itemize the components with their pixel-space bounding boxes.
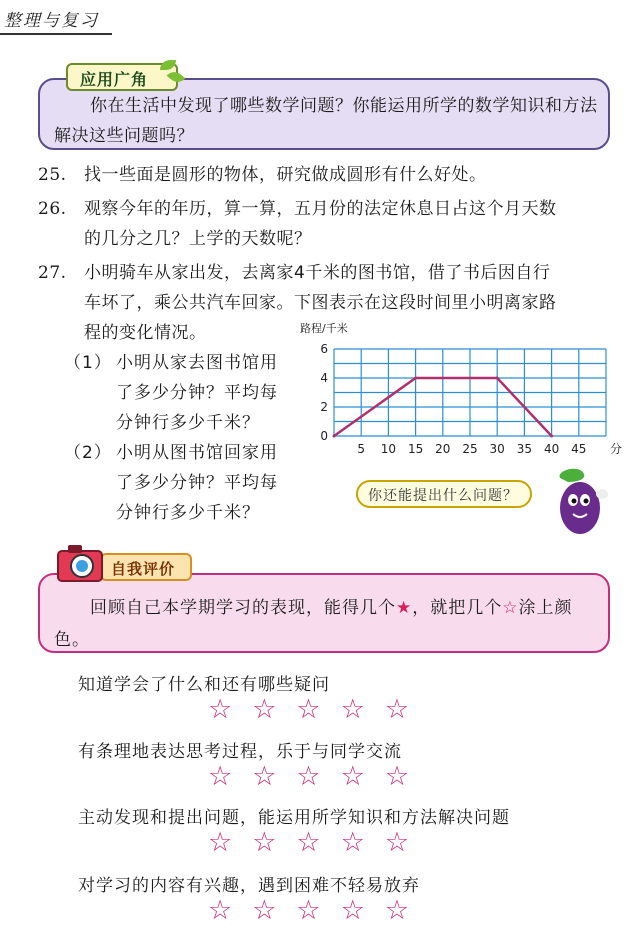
question-text: 观察今年的年历，算一算，五月份的法定休息日占这个月天数: [84, 199, 557, 219]
application-text: 你在生活中发现了哪些数学问题？你能运用所学的数学知识和方法解决这些问题吗？: [54, 96, 598, 146]
x-tick-label: 40: [543, 442, 560, 456]
empty-star-icon: ☆: [502, 598, 519, 618]
x-tick-label: 35: [516, 442, 533, 456]
header-underline: [0, 33, 112, 35]
eval-text-part: ，就把几个: [412, 598, 503, 618]
eval-text-part: 回顾自己本学期学习的表现，能得几个: [90, 598, 396, 618]
y-tick-label: 6: [320, 342, 328, 356]
criterion-text: 对学习的内容有兴趣，遇到困难不轻易放弃: [78, 876, 420, 896]
criterion-text: 主动发现和提出问题，能运用所学知识和方法解决问题: [78, 808, 510, 828]
sub-question-text: 分钟行多少千米？: [116, 413, 260, 433]
question-number: 27.: [38, 263, 67, 283]
sub-question-text: 小明从家去图书馆用: [116, 353, 278, 373]
section-title: 整理与复习: [4, 11, 99, 31]
sub-question-label: （2）: [64, 443, 112, 463]
sub-question-text: 分钟行多少千米？: [116, 503, 260, 523]
question-number: 25.: [38, 165, 67, 185]
x-tick-label: 10: [380, 442, 397, 456]
eval-text-part: 涂上颜色。: [54, 598, 573, 650]
x-tick-label: 45: [571, 442, 587, 456]
camera-icon: [54, 541, 106, 585]
question-number: 26.: [38, 199, 67, 219]
x-tick-label: 20: [435, 442, 451, 456]
sub-question-text: 小明从图书馆回家用: [116, 443, 278, 463]
bubble-text: 你还能提出什么问题？: [368, 488, 518, 504]
rating-stars[interactable]: ☆☆☆☆☆: [208, 827, 430, 858]
data-point: [550, 435, 553, 438]
self-evaluation-tab: [100, 553, 192, 581]
sub-question-label: （1）: [64, 353, 112, 373]
question-text: 找一些面是圆形的物体，研究做成圆形有什么好处。: [84, 165, 487, 185]
x-tick-label: 25: [462, 442, 478, 456]
data-point: [496, 377, 499, 380]
y-tick-label: 0: [320, 429, 328, 443]
question-text: 车坏了，乘公共汽车回家。下图表示在这段时间里小明离家路: [84, 293, 557, 313]
x-axis-label: 分: [610, 442, 623, 456]
application-tab-label: 应用广角: [80, 70, 149, 89]
self-evaluation-text: [54, 592, 602, 656]
page-header: [0, 0, 640, 40]
y-tick-label: 2: [320, 400, 328, 414]
question-text: 程的变化情况。: [84, 323, 207, 343]
y-axis-label: 路程/千米: [300, 322, 348, 335]
criterion-text: 知道学会了什么和还有哪些疑问: [78, 675, 330, 695]
distance-time-chart: [300, 322, 623, 462]
x-tick-label: 30: [489, 442, 505, 456]
y-tick-label: 4: [320, 371, 328, 385]
question-text: 的几分之几？上学的天数呢？: [84, 229, 312, 249]
sub-question-text: 了多少分钟？平均每: [116, 473, 278, 493]
self-evaluation-tab-label: 自我评价: [111, 560, 176, 578]
data-point: [414, 377, 417, 380]
eggplant-mascot-icon: [540, 460, 620, 540]
rating-stars[interactable]: ☆☆☆☆☆: [208, 694, 430, 725]
rating-stars[interactable]: ☆☆☆☆☆: [208, 895, 430, 926]
sub-question-text: 了多少分钟？平均每: [116, 383, 278, 403]
data-point: [333, 435, 336, 438]
rating-stars[interactable]: ☆☆☆☆☆: [208, 761, 430, 792]
x-tick-label: 15: [407, 442, 424, 456]
speech-bubble: [356, 480, 532, 508]
x-tick-label: 5: [357, 442, 366, 456]
question-text: 小明骑车从家出发，去离家4千米的图书馆，借了书后因自行: [84, 263, 551, 283]
criterion-text: 有条理地表达思考过程，乐于与同学交流: [78, 742, 402, 762]
filled-star-icon: ★: [396, 598, 413, 618]
